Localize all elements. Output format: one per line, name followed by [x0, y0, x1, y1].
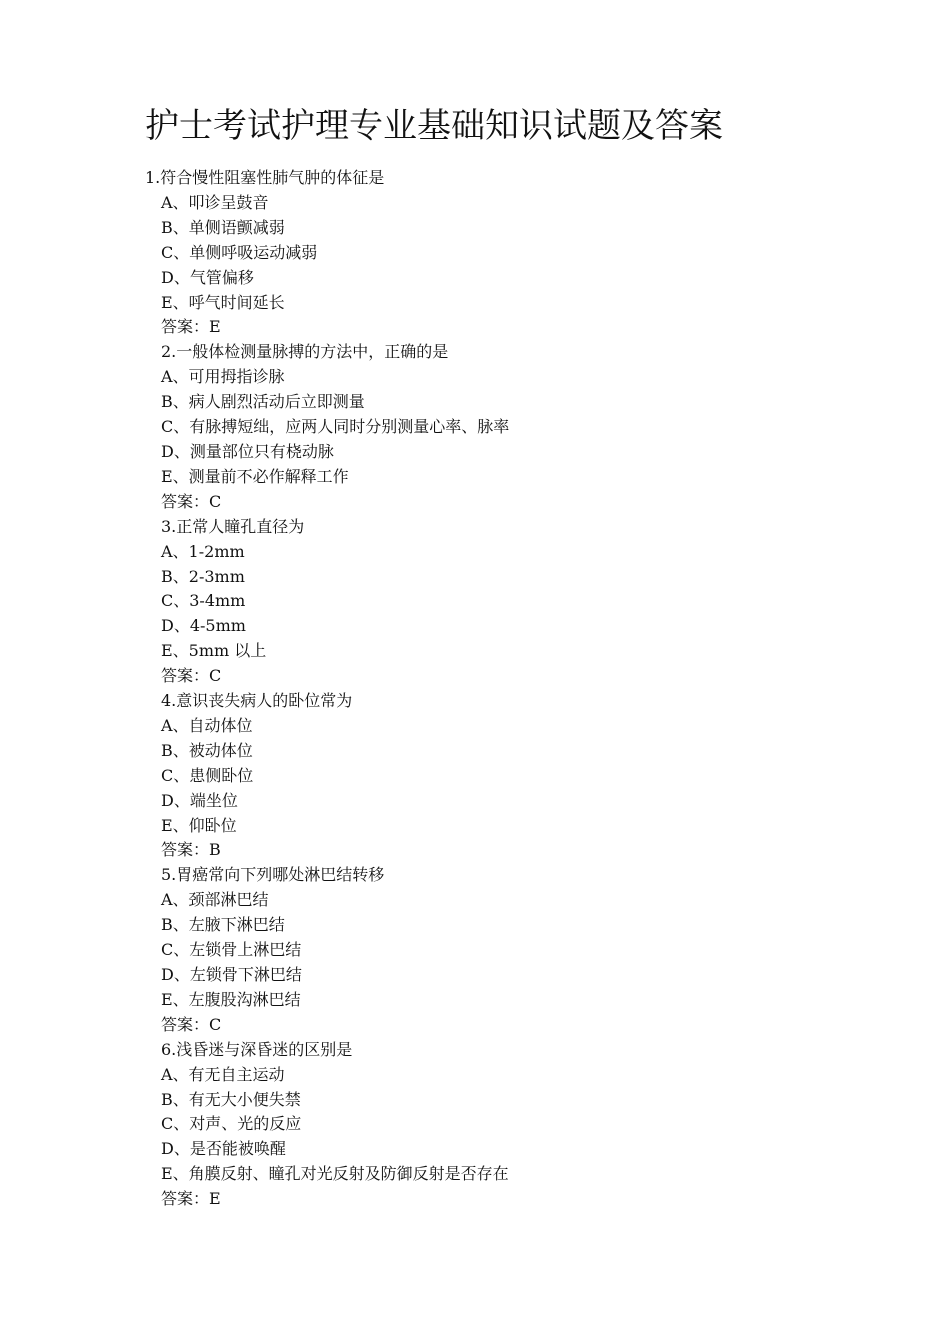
option-b: B、病人剧烈活动后立即测量 [161, 392, 365, 412]
option-c: C、患侧卧位 [161, 765, 254, 785]
option-e: E、仰卧位 [161, 815, 237, 835]
answer: 答案：B [161, 840, 221, 860]
option-a: A、自动体位 [161, 715, 253, 735]
option-e: E、角膜反射、瞳孔对光反射及防御反射是否存在 [161, 1164, 509, 1184]
option-e: E、呼气时间延长 [161, 292, 285, 312]
option-d: D、端坐位 [161, 790, 238, 810]
option-c: C、3-4mm [161, 591, 246, 611]
document-title: 护士考试护理专业基础知识试题及答案 [145, 106, 723, 146]
question-1 [145, 166, 905, 340]
question-4 [145, 689, 905, 863]
question-6 [145, 1038, 905, 1212]
option-c: C、单侧呼吸运动减弱 [161, 242, 318, 262]
option-b: B、2-3mm [161, 566, 245, 586]
question-2 [145, 340, 905, 514]
option-b: B、有无大小便失禁 [161, 1089, 301, 1109]
option-a: A、可用拇指诊脉 [161, 367, 285, 387]
question-stem: 1.符合慢性阻塞性肺气肿的体征是 [145, 168, 385, 187]
answer: 答案：C [161, 666, 222, 686]
option-e: E、5mm 以上 [161, 641, 267, 661]
question-stem: 4.意识丧失病人的卧位常为 [161, 691, 353, 711]
option-d: D、测量部位只有桡动脉 [161, 441, 334, 461]
option-a: A、叩诊呈鼓音 [161, 192, 269, 212]
answer: 答案：E [161, 317, 221, 337]
question-5 [145, 863, 905, 1037]
option-a: A、颈部淋巴结 [161, 890, 269, 910]
option-c: C、对声、光的反应 [161, 1114, 302, 1134]
option-e: E、测量前不必作解释工作 [161, 466, 349, 486]
question-3 [145, 515, 905, 689]
option-b: B、被动体位 [161, 740, 253, 760]
question-stem: 5.胃癌常向下列哪处淋巴结转移 [161, 865, 385, 885]
answer: 答案：C [161, 491, 222, 511]
option-c: C、有脉搏短绌，应两人同时分别测量心率、脉率 [161, 417, 510, 437]
option-c: C、左锁骨上淋巴结 [161, 940, 302, 960]
option-b: B、单侧语颤减弱 [161, 217, 285, 237]
option-e: E、左腹股沟淋巴结 [161, 989, 301, 1009]
question-list [145, 166, 905, 1212]
answer: 答案：E [161, 1189, 221, 1209]
option-d: D、是否能被唤醒 [161, 1139, 286, 1159]
option-d: D、4-5mm [161, 616, 246, 636]
option-d: D、左锁骨下淋巴结 [161, 965, 302, 984]
question-stem: 3.正常人瞳孔直径为 [161, 516, 305, 536]
question-stem: 6.浅昏迷与深昏迷的区别是 [161, 1039, 353, 1059]
question-stem: 2.一般体检测量脉搏的方法中，正确的是 [161, 342, 449, 362]
option-a: A、1-2mm [161, 541, 245, 561]
option-d: D、气管偏移 [161, 267, 254, 287]
option-b: B、左腋下淋巴结 [161, 915, 285, 935]
answer: 答案：C [161, 1014, 222, 1034]
option-a: A、有无自主运动 [161, 1064, 285, 1084]
